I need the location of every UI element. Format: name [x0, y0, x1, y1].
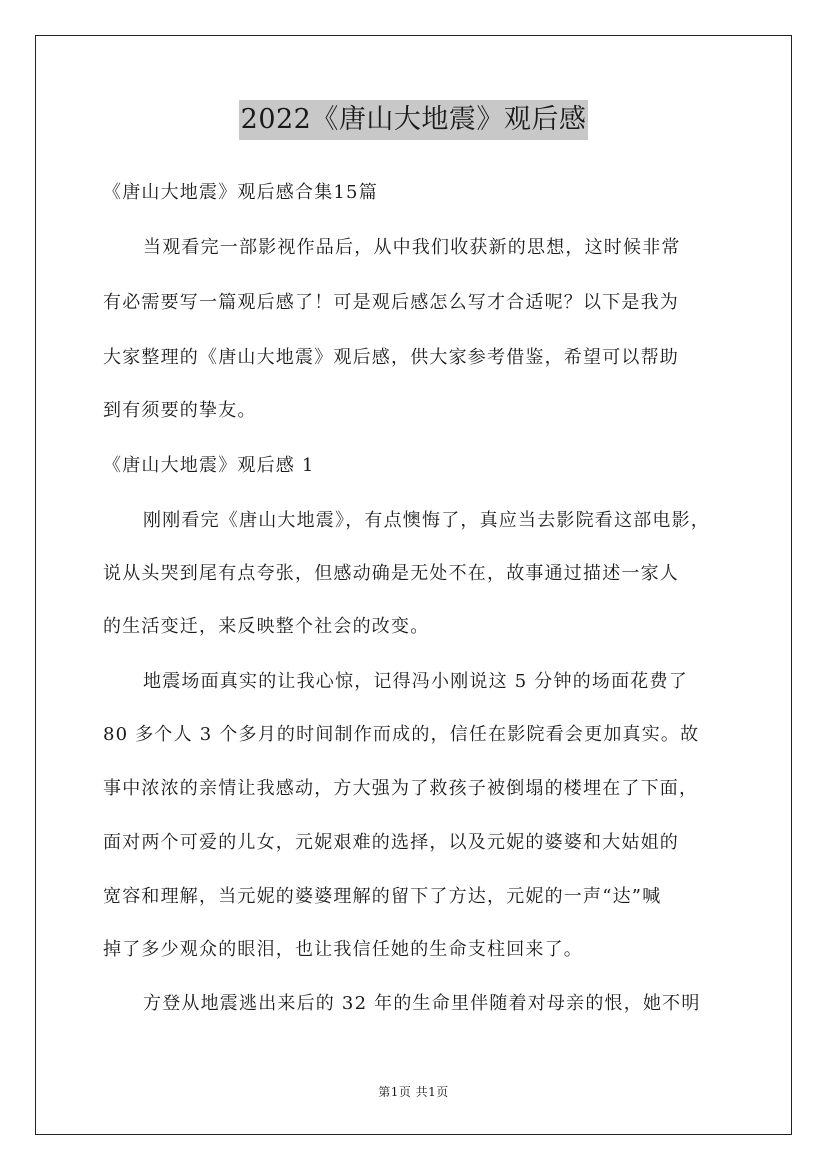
page-number-footer: 第1页 共1页 — [378, 1085, 449, 1099]
paragraph-line: 掉了多少观众的眼泪，也让我信任她的生命支柱回来了。 — [103, 939, 583, 960]
paragraph-line: 80 多个人 3 个多月的时间制作而成的，信任在影院看会更加真实。故 — [103, 724, 700, 745]
document-subtitle: 《唐山大地震》观后感合集15篇 — [103, 182, 378, 203]
paragraph-line: 的生活变迁，来反映整个社会的改变。 — [103, 616, 430, 637]
paragraph-line: 当观看完一部影视作品后，从中我们收获新的思想，这时候非常 — [143, 237, 681, 258]
paragraph-line: 方登从地震逃出来后的 32 年的生命里伴随着对母亲的恨，她不明 — [143, 993, 701, 1014]
paragraph-line: 大家整理的《唐山大地震》观后感，供大家参考借鉴，希望可以帮助 — [103, 347, 679, 368]
paragraph-line: 地震场面真实的让我心惊，记得冯小刚说这 5 分钟的场面花费了 — [143, 671, 688, 692]
paragraph-line: 到有须要的挚友。 — [103, 400, 257, 421]
paragraph-line: 宽容和理解，当元妮的婆婆理解的留下了方达，元妮的一声“达”喊 — [103, 886, 662, 907]
document-title: 2022《唐山大地震》观后感 — [239, 100, 589, 140]
paragraph-line: 刚刚看完《唐山大地震》，有点懊悔了，真应当去影院看这部电影， — [143, 510, 710, 531]
paragraph-line: 事中浓浓的亲情让我感动，方大强为了救孩子被倒塌的楼埋在了下面， — [103, 778, 699, 799]
paragraph-line: 说从头哭到尾有点夸张，但感动确是无处不在，故事通过描述一家人 — [103, 563, 679, 584]
section-heading: 《唐山大地震》观后感 1 — [103, 455, 315, 476]
title-container — [0, 100, 827, 140]
paragraph-line: 面对两个可爱的儿女，元妮艰难的选择，以及元妮的婆婆和大姑姐的 — [103, 832, 679, 853]
paragraph-line: 有必需要写一篇观后感了！可是观后感怎么写才合适呢？以下是我为 — [103, 292, 679, 313]
